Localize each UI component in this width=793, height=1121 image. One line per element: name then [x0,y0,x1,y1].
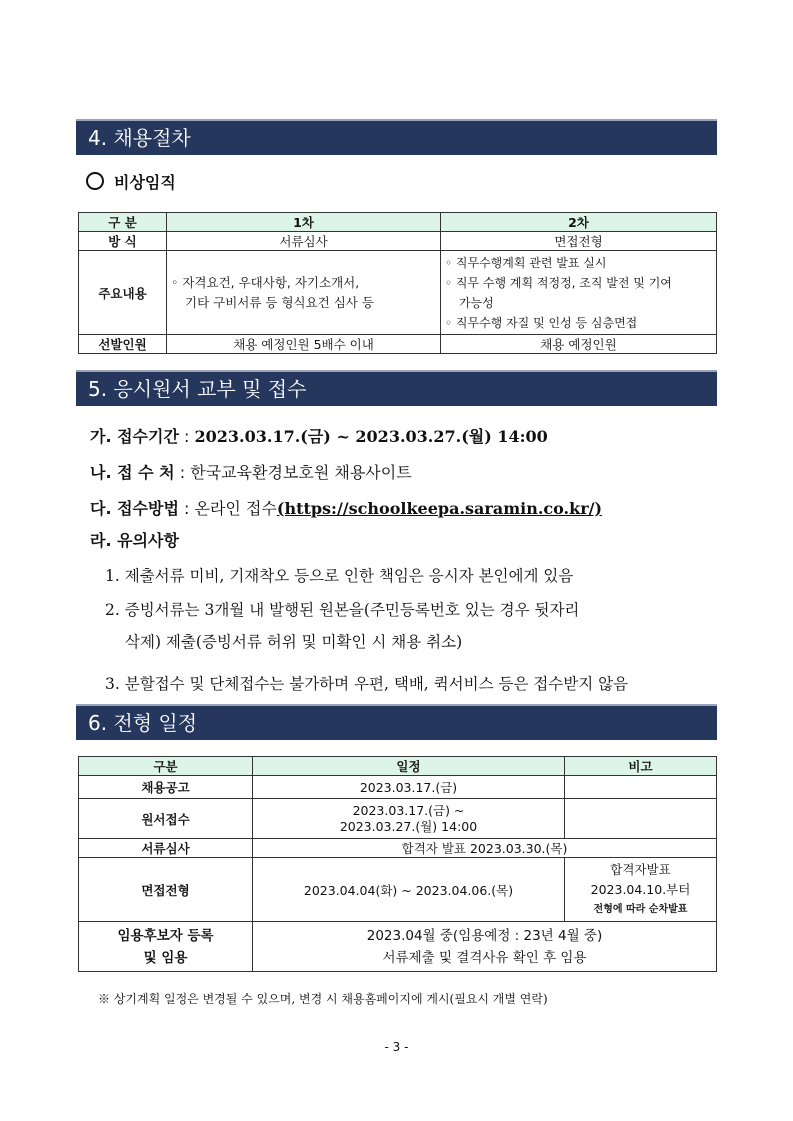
content-round-1-line-2: 기타 구비서류 등 형식요건 심사 등 [185,294,374,310]
interview-note [565,858,717,922]
apply-site-link[interactable]: (https://schoolkeepa.saramin.co.kr/) [276,499,603,518]
subsection-label: 비상임직 [114,173,176,192]
notes-label: 라. 유의사항 [90,531,179,550]
schedule-table [78,756,717,972]
header-schedule: 일정 [253,757,565,776]
content-round-1 [167,251,441,335]
appointment-label-line-1: 임용후보자 등록 [117,927,214,944]
header-remarks: 비고 [565,757,717,776]
content-round-2-line-3: 가능성 [459,295,494,310]
section-4-title: 4. 채용절차 [88,126,191,150]
section-6-header [76,704,717,740]
interview-date: 2023.04.04(화) ~ 2023.04.06.(목) [253,858,565,922]
subsection-title [86,170,176,193]
interview-note-line-2: 2023.04.10.부터 [590,881,691,897]
count-round-2: 채용 예정인원 [441,335,717,354]
apply-method-value: 온라인 접수 [194,499,277,518]
notes-heading [90,528,179,551]
announce-note [565,776,717,799]
apply-method-label: 다. 접수방법 [90,499,179,518]
note-item-2-line-2: 삭제) 제출(증빙서류 허위 및 미확인 시 채용 취소) [125,633,463,651]
content-round-2-line-2: ◦ 직무 수행 계획 적정정, 조직 발전 및 기여 [445,275,672,290]
note-item-2-line-1: 2. 증빙서류는 3개월 내 발행된 원본을(주민등록번호 있는 경우 뒷자리 [105,601,580,619]
section-4-header [76,119,717,155]
schedule-footnote: ※ 상기계획 일정은 변경될 수 있으며, 변경 시 채용홈페이지에 게시(필요시 개별 연락) [98,992,548,1006]
section-5-title: 5. 응시원서 교부 및 접수 [88,377,307,401]
row-application-label: 원서접수 [79,799,253,839]
section-6-title: 6. 전형 일정 [88,711,198,735]
apply-place-sep: : [174,463,191,482]
application-date-end: 2023.03.27.(월) 14:00 [339,818,478,834]
content-round-2-line-4: ◦ 직무수행 자질 및 인성 등 심층면접 [445,315,638,330]
interview-note-line-1: 합격자발표 [610,861,671,877]
apply-period-sep: : [178,427,195,446]
interview-note-line-3: 전형에 따라 순차발표 [593,903,688,915]
header-category: 구 분 [79,213,167,232]
apply-period-label: 가. 접수기간 [90,427,179,446]
apply-period-value: 2023.03.17.(금) ~ 2023.03.27.(월) 14:00 [194,427,548,446]
appointment-date-line-1: 2023.04월 중(임용예정 : 23년 4월 중) [366,927,603,944]
apply-place [90,460,412,483]
content-round-2-line-1: ◦ 직무수행계획 관련 발표 실시 [445,255,607,270]
appointment-date [253,922,717,972]
row-method-label: 방 식 [79,232,167,251]
selection-procedure-table [78,212,717,354]
content-round-1-line-1: ◦ 자격요건, 우대사항, 자기소개서, [171,274,360,290]
apply-period [90,424,548,447]
section-5-header [76,370,717,406]
note-item-1: 1. 제출서류 미비, 기재착오 등으로 인한 책임은 응시자 본인에게 있음 [105,567,574,585]
circle-icon [86,172,104,190]
header-round-1: 1차 [167,213,441,232]
row-document-label: 서류심사 [79,839,253,858]
note-item-3: 3. 분할접수 및 단체접수는 불가하며 우편, 택배, 퀵서비스 등은 접수받지 않음 [105,675,629,693]
apply-method [90,496,602,519]
application-date [253,799,565,839]
count-round-1: 채용 예정인원 5배수 이내 [167,335,441,354]
announce-date: 2023.03.17.(금) [253,776,565,799]
application-date-start: 2023.03.17.(금) ~ [352,802,465,818]
row-count-label: 선발인원 [79,335,167,354]
page-number: - 3 - [384,1040,409,1054]
apply-place-value: 한국교육환경보호원 채용사이트 [190,463,412,482]
apply-place-label: 나. 접 수 처 [90,463,175,482]
appointment-label-line-2: 및 임용 [143,949,188,966]
apply-method-sep: : [178,499,195,518]
row-content-label: 주요내용 [79,251,167,335]
method-round-1: 서류심사 [167,232,441,251]
header-round-2: 2차 [441,213,717,232]
header-category: 구분 [79,757,253,776]
document-result-date: 합격자 발표 2023.03.30.(목) [253,839,717,858]
row-announce-label: 채용공고 [79,776,253,799]
content-round-2 [441,251,717,335]
application-note [565,799,717,839]
method-round-2: 면접전형 [441,232,717,251]
row-appointment-label [79,922,253,972]
appointment-date-line-2: 서류제출 및 결격사유 확인 후 임용 [382,949,587,966]
row-interview-label: 면접전형 [79,858,253,922]
